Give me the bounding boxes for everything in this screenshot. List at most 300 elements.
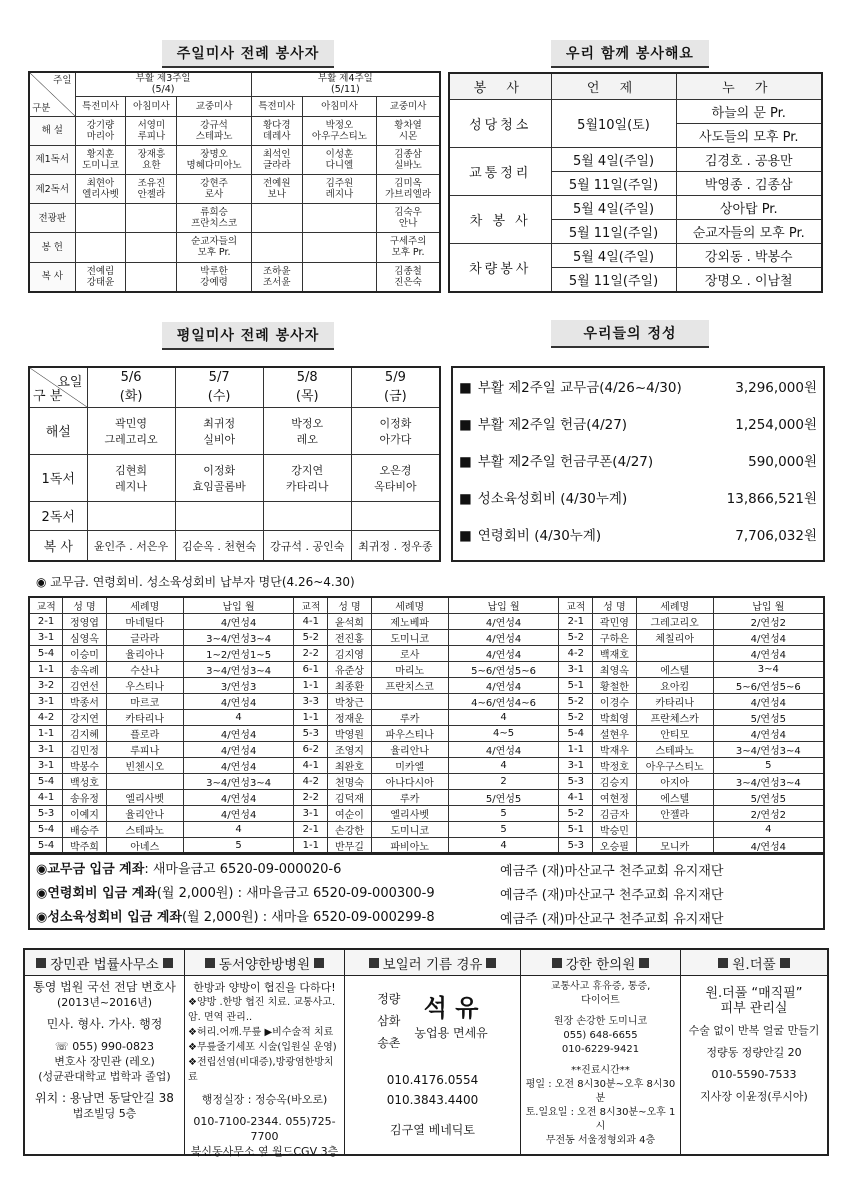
donor-cell: 4 (448, 710, 559, 726)
day-header (87, 367, 175, 407)
donor-cell: 5-3 (294, 726, 328, 742)
offering-label: 연령회비 (4/30누계) (477, 528, 602, 544)
service-name: 성당청소 (449, 99, 551, 147)
donor-cell: 4/연성4 (713, 726, 824, 742)
ad-column (345, 950, 521, 1154)
donor-cell: 박희영 (593, 710, 637, 726)
week-date: (5/4) (151, 84, 175, 96)
ad-line: **진료시간** (571, 1065, 630, 1076)
donor-cell: 율리안나 (371, 742, 448, 758)
donor-cell: 이예지 (63, 806, 107, 822)
donor-cell: 빈첸시오 (106, 758, 183, 774)
donor-cell (106, 774, 183, 790)
donor-cell: 김덕재 (328, 790, 372, 806)
donor-cell: 2-1 (294, 822, 328, 838)
week-header (75, 72, 251, 96)
donor-cell: 2/연성2 (713, 806, 824, 822)
roster-cell (87, 501, 175, 531)
offering-label: 부활 제2주일 헌금쿠폰(4/27) (477, 454, 654, 470)
donor-cell: 1~2/연성1~5 (183, 646, 294, 662)
donor-cell: 5-4 (559, 726, 593, 742)
donor-cell: 3~4/연성3~4 (713, 774, 824, 790)
service-row (449, 195, 822, 219)
donor-header: 교적 (29, 597, 63, 614)
donor-row (29, 790, 824, 806)
donor-cell: 아지아 (636, 774, 713, 790)
donor-cell: 박종서 (63, 694, 107, 710)
account-detail: (월 2,000원) : 새마을금고 6520-09-000300-9 (156, 886, 435, 901)
donor-cell: 강지연 (63, 710, 107, 726)
donor-cell: 율리아나 (106, 646, 183, 662)
roster-cell (302, 262, 376, 292)
donor-cell: 김승지 (593, 774, 637, 790)
donor-header: 성 명 (593, 597, 637, 614)
roster-cell: 이정화 아가다 (351, 407, 440, 454)
donor-cell: 김지영 (328, 646, 372, 662)
service-who: 순교자들의 모후 Pr. (676, 219, 822, 243)
week-date: (5/11) (331, 84, 360, 96)
roster-cell: 장재흥 요한 (126, 145, 177, 174)
ad-line: (2013년~2016년) (56, 996, 153, 1009)
offering-label: 부활 제2주일 헌금(4/27) (477, 417, 628, 433)
donor-cell: 4 (183, 710, 294, 726)
roster-row (29, 454, 440, 501)
donor-cell: 5~6/연성5~6 (713, 678, 824, 694)
ad-line (28, 1084, 181, 1091)
roster-cell: 박정오 아우구스티노 (302, 116, 376, 145)
donor-cell: 심영옥 (63, 630, 107, 646)
roster-cell (351, 501, 440, 531)
donor-cell: 3-1 (29, 630, 63, 646)
square-icon (314, 958, 324, 968)
donor-cell: 5-4 (29, 646, 63, 662)
donor-cell: 요아킴 (636, 678, 713, 694)
roster-row (29, 174, 440, 203)
ad-title: 보일러 기름 경유 (382, 956, 483, 973)
offering-label: 부활 제2주일 교무금(4/26~4/30) (477, 380, 682, 396)
roster-cell: 최귀정 실비아 (175, 407, 263, 454)
service-name: 차 봉 사 (449, 195, 551, 243)
corner-top: 요일 (57, 375, 83, 390)
donor-cell: 3/연성3 (183, 678, 294, 694)
ad-line: 북신동사무소 옆 월드CGV 3층 (190, 1145, 339, 1158)
service-name: 차량봉사 (449, 243, 551, 292)
day-dow: (수) (207, 389, 231, 405)
ad-line (188, 1107, 341, 1114)
donor-cell: 2-2 (294, 790, 328, 806)
ad-title: 강한 한의원 (565, 956, 636, 973)
corner-cell (29, 72, 75, 116)
donor-cell (371, 694, 448, 710)
donor-cell: 4-1 (29, 790, 63, 806)
donor-cell: 아녜스 (106, 838, 183, 855)
ad-line: 010-7100-2344. 055)725-7700 (193, 1115, 336, 1143)
roster-cell: 강규석 스테파노 (177, 116, 251, 145)
donor-cell: 4/연성4 (448, 742, 559, 758)
bullet-icon: ■ (459, 380, 472, 396)
role-label: 해설 (29, 407, 87, 454)
donor-cell: 로사 (371, 646, 448, 662)
roster-cell: 강현주 로사 (177, 174, 251, 203)
ad-line: (성균관대학교 법학과 졸업) (38, 1070, 171, 1083)
roster-cell: 황지훈 도미니코 (75, 145, 126, 174)
account-detail: (월 2,000원) : 새마을 6520-09-000299-8 (181, 910, 435, 925)
roster-row (29, 145, 440, 174)
donor-cell: 1-1 (294, 710, 328, 726)
donor-cell: 프란체스카 (636, 710, 713, 726)
roster-cell: 강규석 . 공인숙 (263, 531, 351, 561)
donor-cell: 1-1 (294, 838, 328, 855)
donor-cell: 4/연성4 (448, 614, 559, 630)
donor-cell: 4/연성4 (713, 630, 824, 646)
ad-line: 다이어트 (581, 995, 620, 1006)
roster-row (29, 501, 440, 531)
square-icon (552, 958, 562, 968)
service-when: 5월 11일(주일) (551, 171, 676, 195)
ad-line (684, 1038, 824, 1045)
role-label: 2독서 (29, 501, 87, 531)
donor-cell: 스테파노 (106, 822, 183, 838)
offering-left (459, 376, 682, 396)
donor-cell: 그레고리오 (636, 614, 713, 630)
donor-cell: 5/연성5 (448, 790, 559, 806)
donor-cell: 3-1 (294, 806, 328, 822)
donor-cell: 5-3 (29, 806, 63, 822)
ad-line: 한방과 양방이 협진을 다하다! (193, 981, 336, 994)
ad-line: ❖허리.어깨.무릎 ▶비수술적 치료 (188, 1027, 334, 1038)
mass-row (29, 96, 440, 116)
ad-line: 법조빌딩 5층 (72, 1107, 137, 1120)
donor-cell: 5-4 (29, 822, 63, 838)
donor-header: 세례명 (636, 597, 713, 614)
corner-top: 주일 (53, 75, 72, 86)
mass-name: 교중미사 (377, 96, 440, 116)
donor-row (29, 678, 824, 694)
header-row (29, 72, 440, 96)
roster-cell (175, 501, 263, 531)
roster-cell: 최귀정 . 정우종 (351, 531, 440, 561)
donor-cell: 카타리나 (636, 694, 713, 710)
ad-body (345, 976, 520, 1144)
roster-cell: 김주원 레지나 (302, 174, 376, 203)
donor-cell: 체칠리아 (636, 630, 713, 646)
donor-row (29, 662, 824, 678)
offering-left (459, 413, 627, 433)
account-row (36, 858, 341, 880)
donor-cell: 박창근 (328, 694, 372, 710)
account-box (28, 852, 825, 930)
donor-cell: 구하은 (593, 630, 637, 646)
offering-amount: 590,000원 (748, 454, 817, 470)
donor-cell: 5-4 (29, 838, 63, 855)
roster-cell: 전예림 강태윤 (75, 262, 126, 292)
bullet-icon: ■ (459, 491, 472, 507)
header-row (29, 597, 824, 614)
donor-cell: 3~4/연성3~4 (183, 630, 294, 646)
ad-line: ❖무릎줄기세포 시술(입원실 운영) (188, 1042, 337, 1053)
service-header: 봉 사 (449, 73, 551, 99)
corner-bottom: 구 분 (33, 388, 63, 404)
donor-header: 성 명 (63, 597, 107, 614)
donor-cell: 4/연성4 (448, 646, 559, 662)
account-holder: 예금주 (재)마산교구 천주교회 유지재단 (500, 912, 724, 927)
donor-cell: 수산나 (106, 662, 183, 678)
service-who: 박영종 . 김종삼 (676, 171, 822, 195)
donor-cell: 6-2 (294, 742, 328, 758)
donor-cell: 아나다시아 (371, 774, 448, 790)
donor-cell: 5 (183, 838, 294, 855)
role-label: 1독서 (29, 454, 87, 501)
service-who: 상아탑 Pr. (676, 195, 822, 219)
donor-cell: 율리안나 (106, 806, 183, 822)
ad-line (684, 1082, 824, 1089)
donor-header: 교적 (294, 597, 328, 614)
roster-cell (263, 501, 351, 531)
square-icon (369, 958, 379, 968)
donor-cell: 5~6/연성5~6 (448, 662, 559, 678)
donor-cell: 5-1 (559, 822, 593, 838)
roster-cell: 강기량 마리아 (75, 116, 126, 145)
ad-big: 석 유 (423, 994, 479, 1022)
donor-cell: 5-2 (559, 806, 593, 822)
roster-cell: 김순옥 . 천현숙 (175, 531, 263, 561)
donor-header: 세례명 (106, 597, 183, 614)
donor-cell: 3-2 (29, 678, 63, 694)
donor-cell: 루카 (371, 710, 448, 726)
roster-cell: 순교자들의 모후 Pr. (177, 233, 251, 262)
donor-cell (636, 822, 713, 838)
donor-cell: 4/연성4 (183, 614, 294, 630)
service-header: 언 제 (551, 73, 676, 99)
ads-row (23, 948, 829, 1156)
donor-cell: 전진홍 (328, 630, 372, 646)
roster-row (29, 531, 440, 561)
donor-cell: 3~4/연성3~4 (183, 774, 294, 790)
donor-row (29, 822, 824, 838)
role-label: 복 사 (29, 262, 75, 292)
roster-cell: 오은경 옥타비아 (351, 454, 440, 501)
square-icon (718, 958, 728, 968)
donor-cell: 4-2 (559, 646, 593, 662)
account-detail: : 새마을금고 6520-09-000020-6 (144, 862, 342, 877)
roster-cell: 전예원 보나 (251, 174, 302, 203)
day-date: 5/7 (208, 370, 230, 386)
donor-cell: 안젤라 (636, 806, 713, 822)
service-when: 5월 4일(주일) (551, 243, 676, 267)
donor-cell: 윤석희 (328, 614, 372, 630)
donor-header: 납입 월 (448, 597, 559, 614)
donor-cell: 황철한 (593, 678, 637, 694)
donor-cell: 5-3 (559, 838, 593, 855)
service-when: 5월 4일(주일) (551, 147, 676, 171)
donor-cell: 3~4/연성3~4 (183, 662, 294, 678)
donor-cell: 여순이 (328, 806, 372, 822)
ad-body (185, 976, 344, 1163)
ad-body (25, 976, 184, 1125)
offering-title: 우리들의 정성 (551, 320, 709, 348)
donor-cell: 송유정 (63, 790, 107, 806)
ad-header (681, 950, 827, 976)
square-icon (486, 958, 496, 968)
roster-cell: 김현희 레지나 (87, 454, 175, 501)
ad-line: 010.4176.0554 (386, 1073, 479, 1087)
offering-amount: 1,254,000원 (735, 417, 817, 433)
ad-side (377, 988, 400, 1054)
donor-table (28, 596, 825, 855)
donor-cell: 박영원 (328, 726, 372, 742)
service-name: 교통정리 (449, 147, 551, 195)
donor-row (29, 710, 824, 726)
roster-cell: 황차열 시몬 (377, 116, 440, 145)
donor-cell: 마르코 (106, 694, 183, 710)
ad-side-item: 송촌 (377, 1036, 401, 1050)
ad-line (28, 1010, 181, 1017)
day-header (175, 367, 263, 407)
donor-cell: 4-1 (294, 614, 328, 630)
ad-line: 변호사 장민관 (레오) (54, 1055, 155, 1068)
ad-header (521, 950, 680, 976)
roster-cell: 김미옥 가브리엘라 (377, 174, 440, 203)
day-dow: (화) (119, 389, 143, 405)
donor-cell: 설현우 (593, 726, 637, 742)
donor-cell: 도미니코 (371, 630, 448, 646)
day-date: 5/6 (120, 370, 142, 386)
donor-cell: 반무길 (328, 838, 372, 855)
roster-cell (251, 233, 302, 262)
mass-name: 교중미사 (177, 96, 251, 116)
donor-cell: 5-1 (559, 678, 593, 694)
mass-name: 아침미사 (126, 96, 177, 116)
service-who: 장명오 . 이남철 (676, 267, 822, 292)
donor-cell: 아우구스티노 (636, 758, 713, 774)
donor-cell: 6-1 (294, 662, 328, 678)
offering-left (459, 524, 601, 544)
ad-title: 원.더풀 (732, 956, 776, 973)
donor-cell: 4 (448, 758, 559, 774)
roster-cell (75, 233, 126, 262)
donor-cell: 유준상 (328, 662, 372, 678)
roster-cell: 박정오 레오 (263, 407, 351, 454)
donor-cell: 김민정 (63, 742, 107, 758)
donor-cell: 4/연성4 (183, 694, 294, 710)
roster-cell: 박루한 강예령 (177, 262, 251, 292)
service-table (448, 72, 823, 293)
donor-cell: 4/연성4 (713, 694, 824, 710)
header-row (449, 73, 822, 99)
roster-cell (302, 233, 376, 262)
account-row (36, 906, 435, 928)
roster-cell: 최현아 엘리사벳 (75, 174, 126, 203)
donor-cell: 파우스티나 (371, 726, 448, 742)
donor-cell: 5-2 (559, 694, 593, 710)
service-header: 누 가 (676, 73, 822, 99)
donor-cell: 최영옥 (593, 662, 637, 678)
donor-cell: 엘리사벳 (371, 806, 448, 822)
ad-header (25, 950, 184, 976)
roster-cell (126, 233, 177, 262)
roster-row (29, 204, 440, 233)
ad-line: 피부 관리실 (720, 1001, 788, 1016)
roster-row (29, 262, 440, 292)
donor-cell: 제노베파 (371, 614, 448, 630)
donor-cell: 4 (183, 822, 294, 838)
service-who: 강외동 . 박봉수 (676, 243, 822, 267)
corner-cell (29, 367, 87, 407)
ad-column (25, 950, 185, 1154)
donor-cell: 1-1 (29, 726, 63, 742)
ad-sub: 농업용 면세유 (414, 1026, 488, 1040)
role-label: 해 설 (29, 116, 75, 145)
offering-amount: 7,706,032원 (735, 528, 817, 544)
donor-cell: 3-1 (29, 742, 63, 758)
ad-line: 010-5590-7533 (711, 1068, 797, 1081)
ad-top (348, 988, 517, 1054)
weekday-title: 평일미사 전례 봉사자 (162, 322, 334, 350)
donor-cell: 송옥례 (63, 662, 107, 678)
ad-line: 정량동 정량안길 20 (706, 1046, 802, 1059)
ad-line: 010-6229-9421 (561, 1044, 640, 1055)
donor-cell: 카타리나 (106, 710, 183, 726)
donor-row (29, 646, 824, 662)
ad-lines (348, 1070, 517, 1140)
donor-cell: 4~6/연성4~6 (448, 694, 559, 710)
role-label: 제2독서 (29, 174, 75, 203)
ad-right (414, 994, 488, 1041)
ad-header (345, 950, 520, 976)
roster-cell: 구세주의 모후 Pr. (377, 233, 440, 262)
donor-cell: 곽민영 (593, 614, 637, 630)
donor-cell: 오승필 (593, 838, 637, 855)
account-holder: 예금주 (재)마산교구 천주교회 유지재단 (500, 864, 724, 879)
square-icon (163, 958, 173, 968)
roster-row (29, 233, 440, 262)
donor-cell: 백재호 (593, 646, 637, 662)
corner-bottom: 구분 (32, 102, 51, 114)
ad-line: 토.일요일 : 오전 8시30분~오후 1시 (525, 1107, 676, 1132)
service-row (449, 99, 822, 123)
offering-list (451, 366, 825, 562)
roster-cell: 최석인 글라라 (251, 145, 302, 174)
donor-cell: 3-1 (559, 662, 593, 678)
donor-cell: 4-2 (294, 774, 328, 790)
donor-cell: 정영엽 (63, 614, 107, 630)
donor-cell: 4/연성4 (448, 678, 559, 694)
donor-cell: 4 (448, 838, 559, 855)
ad-line: 055) 648-6655 (563, 1030, 638, 1041)
donor-cell: 김연선 (63, 678, 107, 694)
donor-cell: 김지혜 (63, 726, 107, 742)
donor-cell: 5-2 (559, 630, 593, 646)
roster-cell (302, 204, 376, 233)
donor-cell: 5 (448, 806, 559, 822)
week-header (251, 72, 440, 96)
donor-row (29, 742, 824, 758)
donor-cell: 박정호 (593, 758, 637, 774)
ad-line (348, 1110, 517, 1120)
offering-left (459, 450, 653, 470)
ad-line: ❖양방 .한방 협진 치료. 교통사고. (188, 997, 336, 1008)
roster-cell: 강지연 카타리나 (263, 454, 351, 501)
service-row (449, 243, 822, 267)
ad-line (28, 1032, 181, 1039)
roster-cell (126, 262, 177, 292)
donor-cell: 4-1 (294, 758, 328, 774)
donor-cell: 이경수 (593, 694, 637, 710)
roster-row (29, 407, 440, 454)
header-row (29, 367, 440, 407)
square-icon (205, 958, 215, 968)
sunday-roster-table (28, 71, 441, 293)
